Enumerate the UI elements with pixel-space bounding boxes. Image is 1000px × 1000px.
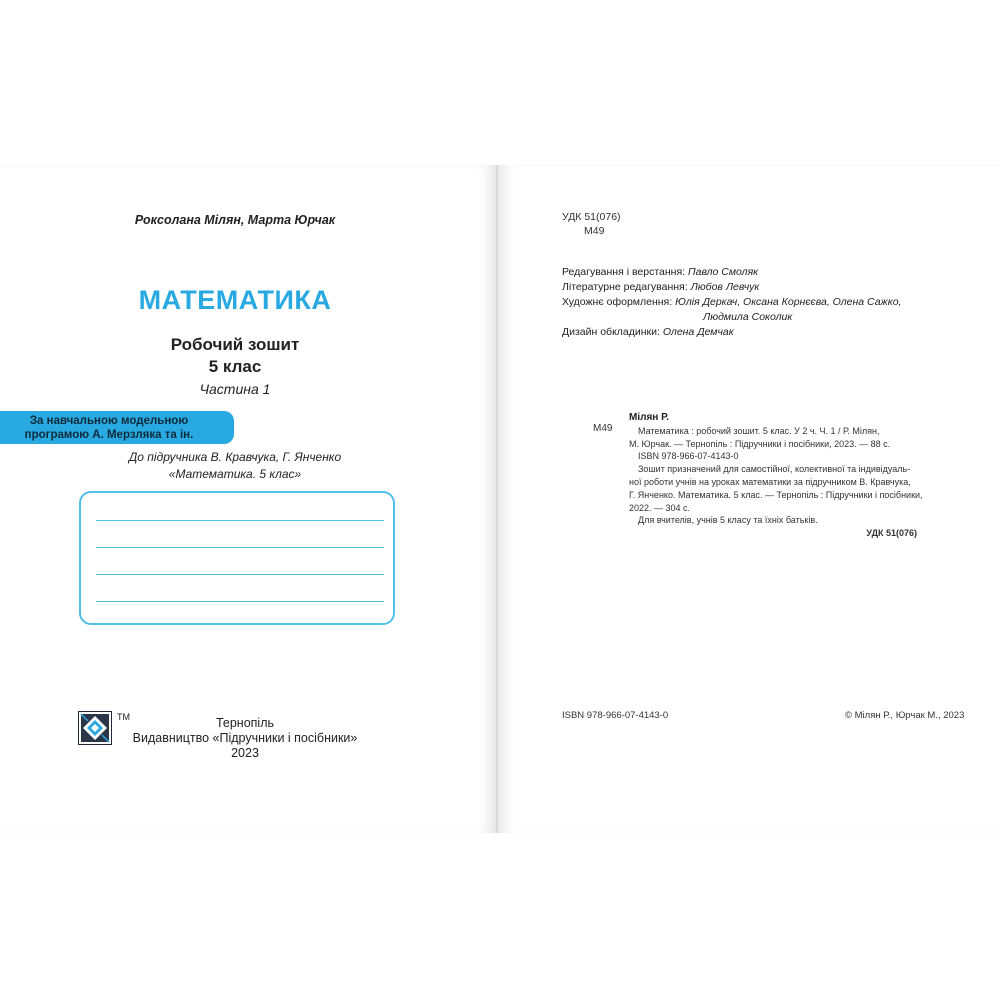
biblio-author: Мілян Р. (629, 412, 670, 423)
publication-year: 2023 (231, 746, 259, 760)
grade: 5 клас (208, 357, 262, 376)
credit-row: Дизайн обкладинки: Олена Демчак (562, 326, 734, 338)
biblio-code: М49 (593, 423, 613, 434)
udk-code: УДК 51(076) (562, 211, 621, 223)
credit-row: Людмила Соколик (703, 311, 793, 323)
copyright: © Мілян Р., Юрчак М., 2023 (845, 710, 965, 721)
biblio-desc: Г. Янченко. Математика. 5 клас. — Тернопіль : Підручники і посібники, (629, 489, 923, 500)
authors: Роксолана Мілян, Марта Юрчак (134, 213, 336, 227)
program-badge (0, 411, 234, 444)
bibliographic-record (629, 412, 927, 540)
badge-line-1: За навчальною модельною (29, 415, 189, 427)
name-field-box[interactable] (79, 491, 395, 625)
credits-list (562, 265, 901, 340)
book-spread (0, 165, 1000, 833)
biblio-audience: Для вчителів, учнів 5 класу та їхніх батьків. (638, 515, 818, 526)
footer-isbn: ISBN 978-966-07-4143-0 (562, 710, 669, 721)
biblio-desc: ної роботи учнів на уроках математики за підручником В. Кравчука, (629, 476, 911, 487)
biblio-line: Математика : робочий зошит. 5 клас. У 2 ч. Ч. 1 / Р. Мілян, (638, 425, 880, 436)
name-line (96, 547, 384, 548)
textbook-title: «Математика. 5 клас» (168, 467, 302, 481)
name-line (96, 601, 384, 602)
biblio-line: М. Юрчак. — Тернопіль : Підручники і посібники, 2023. — 88 с. (629, 438, 891, 449)
biblio-isbn: ISBN 978-966-07-4143-0 (638, 451, 739, 462)
name-line (96, 520, 384, 521)
badge-line-2: програмою А. Мерзляка та ін. (24, 429, 194, 441)
biblio-udk: УДК 51(076) (866, 528, 917, 539)
credit-row: Літературне редагування: Любов Левчук (562, 281, 760, 293)
publisher-logo-icon (78, 711, 112, 745)
biblio-desc: 2022. — 304 с. (629, 502, 691, 513)
book-subtitle: Робочий зошит (170, 335, 300, 354)
credit-row: Редагування і верстання: Павло Смоляк (562, 266, 759, 278)
credit-row: Художнє оформлення: Юлія Деркач, Оксана Корнєєва, Олена Сажко, (562, 296, 902, 308)
name-line (96, 574, 384, 575)
part-label: Частина 1 (199, 381, 271, 397)
textbook-reference: До підручника В. Кравчука, Г. Янченко (128, 450, 342, 464)
book-title: МАТЕМАТИКА (138, 285, 332, 315)
biblio-desc: Зошит призначений для самостійної, колективної та індивідуаль- (638, 464, 911, 475)
title-page (0, 165, 497, 833)
imprint-page (498, 165, 1000, 833)
publisher-city: Тернопіль (215, 716, 275, 730)
publisher-name: Видавництво «Підручники і посібники» (132, 731, 358, 745)
trademark-mark: TM (117, 712, 130, 722)
catalog-code: М49 (584, 225, 605, 237)
